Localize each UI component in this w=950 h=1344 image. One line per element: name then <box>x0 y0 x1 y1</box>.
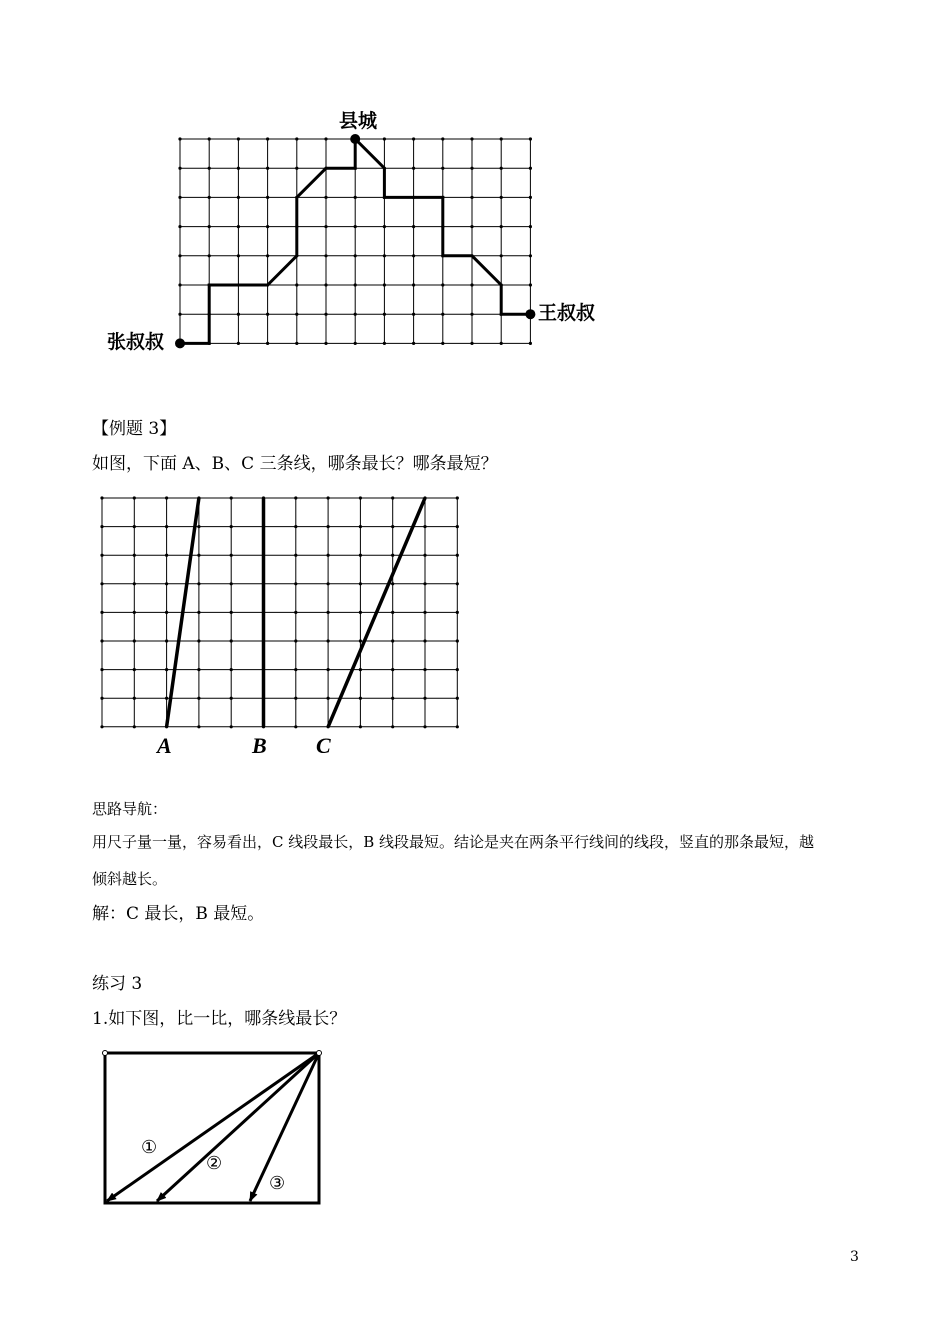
grid-dot <box>423 611 426 614</box>
grid-dot <box>208 137 211 140</box>
grid-dot <box>383 313 386 316</box>
grid-dot <box>324 283 327 286</box>
grid-dot <box>266 225 269 228</box>
grid-dot <box>208 225 211 228</box>
grid-dot <box>178 196 181 199</box>
grid-dot <box>208 167 211 170</box>
grid-dot <box>294 668 297 671</box>
line-b-label: B <box>252 733 267 758</box>
grid-dot <box>470 196 473 199</box>
grid-dot <box>324 313 327 316</box>
grid-dot <box>359 725 362 728</box>
grid-dot <box>230 554 233 557</box>
grid-dot <box>412 254 415 257</box>
grid-dot <box>391 725 394 728</box>
grid-dot <box>327 668 330 671</box>
grid-dot <box>295 342 298 345</box>
grid-dot <box>237 254 240 257</box>
hint-line-1: 用尺子量一量，容易看出，C 线段最长，B 线段最短。结论是夹在两条平行线间的线段，竖直的那条最短，越 <box>92 833 815 851</box>
hint-line-2: 倾斜越长。 <box>92 870 168 888</box>
grid-dot <box>391 611 394 614</box>
grid-dot <box>133 639 136 642</box>
grid-dot <box>327 697 330 700</box>
grid-dot <box>324 196 327 199</box>
grid-dot <box>165 582 168 585</box>
grid-dot <box>359 525 362 528</box>
grid-dot <box>230 668 233 671</box>
grid-dot <box>500 167 503 170</box>
grid-dot <box>294 725 297 728</box>
grid-dot <box>470 167 473 170</box>
grid-dot <box>354 225 357 228</box>
grid-dot <box>529 137 532 140</box>
grid-dot <box>230 582 233 585</box>
grid-dot <box>197 554 200 557</box>
grid-dot <box>133 496 136 499</box>
grid-dot <box>237 342 240 345</box>
grid-dot <box>456 554 459 557</box>
grid-dot <box>383 137 386 140</box>
grid-dot <box>441 342 444 345</box>
grid-dot <box>230 725 233 728</box>
grid-dot <box>391 496 394 499</box>
grid-dot <box>266 342 269 345</box>
practice-heading: 练习 3 <box>92 974 143 994</box>
grid-dot <box>354 254 357 257</box>
grid-dot <box>423 582 426 585</box>
lines-grid-figure <box>95 490 465 735</box>
grid-dot <box>391 525 394 528</box>
start-point <box>175 338 185 348</box>
grid-dot <box>178 254 181 257</box>
grid-dot <box>165 668 168 671</box>
grid-dot <box>237 196 240 199</box>
county-point <box>350 134 360 144</box>
grid-dot <box>133 668 136 671</box>
grid-dot <box>294 525 297 528</box>
grid-dot <box>359 582 362 585</box>
grid-dot <box>133 525 136 528</box>
grid-dot <box>237 137 240 140</box>
grid-dot <box>529 342 532 345</box>
page-number: 3 <box>850 1249 859 1265</box>
grid-dot <box>230 525 233 528</box>
arrow-label-3: ③ <box>269 1173 286 1194</box>
grid-dot <box>295 283 298 286</box>
grid-dot <box>230 639 233 642</box>
grid-dot <box>133 697 136 700</box>
grid-dot <box>165 554 168 557</box>
grid-dot <box>294 554 297 557</box>
grid-dot <box>197 582 200 585</box>
grid-dot <box>100 697 103 700</box>
grid-dot <box>391 554 394 557</box>
answer-text: 解：C 最长，B 最短。 <box>92 904 265 924</box>
arrow-line-1 <box>107 1053 319 1201</box>
grid-dot <box>100 582 103 585</box>
grid-dot <box>294 611 297 614</box>
grid-dot <box>359 697 362 700</box>
grid-dot <box>470 137 473 140</box>
grid-dot <box>529 167 532 170</box>
grid-dot <box>100 496 103 499</box>
grid-dot <box>266 254 269 257</box>
grid-dot <box>423 725 426 728</box>
grid-dot <box>237 225 240 228</box>
grid-dot <box>266 137 269 140</box>
example-question: 如图，下面 A、B、C 三条线，哪条最长？哪条最短？ <box>92 454 498 474</box>
grid-dot <box>294 582 297 585</box>
grid-dot <box>529 283 532 286</box>
corner-dot-tr <box>317 1051 322 1056</box>
hint-title: 思路导航： <box>92 800 168 818</box>
grid-dot <box>500 225 503 228</box>
line-c-label: C <box>316 733 331 758</box>
corner-dot-tl <box>103 1051 108 1056</box>
grid-dot <box>391 668 394 671</box>
grid-dot <box>412 137 415 140</box>
practice-question: 1.如下图，比一比，哪条线最长？ <box>92 1009 347 1029</box>
grid-dot <box>178 283 181 286</box>
grid-dot <box>359 611 362 614</box>
grid-dot <box>230 496 233 499</box>
grid-dot <box>266 313 269 316</box>
grid-dot <box>470 283 473 286</box>
grid-dot <box>441 167 444 170</box>
grid-dot <box>423 639 426 642</box>
county-label: 县城 <box>339 110 378 132</box>
grid-dot <box>354 196 357 199</box>
grid-dot <box>294 496 297 499</box>
grid-dot <box>100 639 103 642</box>
grid-dot <box>100 554 103 557</box>
grid-dot <box>294 697 297 700</box>
line-a-label: A <box>157 733 172 758</box>
grid-dot <box>327 554 330 557</box>
grid-dot <box>197 668 200 671</box>
grid-dot <box>165 639 168 642</box>
grid-dot <box>456 525 459 528</box>
grid-dot <box>441 137 444 140</box>
grid-dot <box>327 639 330 642</box>
grid-dot <box>133 611 136 614</box>
grid-dot <box>412 313 415 316</box>
grid-dot <box>383 225 386 228</box>
grid-dot <box>324 225 327 228</box>
grid-dot <box>266 167 269 170</box>
grid-dot <box>383 342 386 345</box>
grid-dot <box>470 342 473 345</box>
grid-dot <box>359 668 362 671</box>
grid-dot <box>441 283 444 286</box>
grid-dot <box>470 225 473 228</box>
grid-dot <box>423 697 426 700</box>
grid-dot <box>178 313 181 316</box>
grid-dot <box>456 582 459 585</box>
grid-dot <box>197 697 200 700</box>
grid-dot <box>529 196 532 199</box>
grid-dot <box>456 639 459 642</box>
grid-dot <box>178 225 181 228</box>
grid-dot <box>266 196 269 199</box>
grid-dot <box>529 254 532 257</box>
grid-dot <box>133 725 136 728</box>
grid-dot <box>423 525 426 528</box>
grid-dot <box>208 196 211 199</box>
grid-dot <box>197 725 200 728</box>
grid-dot <box>295 167 298 170</box>
end-point <box>525 309 535 319</box>
grid-dot <box>456 725 459 728</box>
grid-dot <box>412 167 415 170</box>
grid-dot <box>230 611 233 614</box>
grid-dot <box>100 611 103 614</box>
arrow-label-1: ① <box>141 1137 158 1158</box>
grid-dot <box>423 554 426 557</box>
grid-dot <box>165 496 168 499</box>
grid-dot <box>500 196 503 199</box>
grid-dot <box>391 697 394 700</box>
grid-dot <box>412 283 415 286</box>
grid-dot <box>391 582 394 585</box>
grid-dot <box>383 283 386 286</box>
grid-dot <box>391 639 394 642</box>
grid-dot <box>500 254 503 257</box>
grid-dot <box>327 582 330 585</box>
arrow-label-2: ② <box>206 1153 223 1174</box>
grid-dot <box>197 611 200 614</box>
grid-dot <box>237 167 240 170</box>
grid-dot <box>197 639 200 642</box>
grid-dot <box>412 342 415 345</box>
grid-dot <box>295 313 298 316</box>
grid-dot <box>470 313 473 316</box>
grid-dot <box>359 554 362 557</box>
grid-dot <box>456 668 459 671</box>
grid-dot <box>423 668 426 671</box>
grid-dot <box>237 313 240 316</box>
grid-dot <box>178 137 181 140</box>
grid-dot <box>324 342 327 345</box>
grid-dot <box>294 639 297 642</box>
grid-dot <box>354 283 357 286</box>
grid-dot <box>441 313 444 316</box>
grid-dot <box>354 342 357 345</box>
grid-dot <box>354 313 357 316</box>
grid-dot <box>197 525 200 528</box>
arrow-line-2 <box>157 1053 319 1201</box>
grid-dot <box>208 254 211 257</box>
grid-dot <box>165 611 168 614</box>
grid-dot <box>529 225 532 228</box>
uncle-zhang-label: 张叔叔 <box>107 331 165 353</box>
example-heading: 【例题 3】 <box>92 419 177 439</box>
grid-dot <box>295 137 298 140</box>
route-grid-figure <box>170 130 550 355</box>
grid-dot <box>359 496 362 499</box>
uncle-wang-label: 王叔叔 <box>538 302 596 324</box>
arrows-rectangle-figure <box>95 1045 335 1215</box>
grid-dot <box>100 725 103 728</box>
grid-dot <box>327 611 330 614</box>
grid-dot <box>324 137 327 140</box>
grid-dot <box>359 639 362 642</box>
grid-dot <box>456 611 459 614</box>
grid-dot <box>178 167 181 170</box>
grid-dot <box>383 254 386 257</box>
grid-dot <box>165 525 168 528</box>
grid-dot <box>456 697 459 700</box>
grid-dot <box>133 554 136 557</box>
grid-dot <box>327 525 330 528</box>
grid-dot <box>327 496 330 499</box>
grid-dot <box>500 342 503 345</box>
grid-dot <box>412 225 415 228</box>
grid-dot <box>324 254 327 257</box>
grid-dot <box>456 496 459 499</box>
grid-dot <box>133 582 136 585</box>
grid-dot <box>100 668 103 671</box>
grid-dot <box>500 137 503 140</box>
grid-dot <box>230 697 233 700</box>
grid-dot <box>165 697 168 700</box>
grid-dot <box>100 525 103 528</box>
